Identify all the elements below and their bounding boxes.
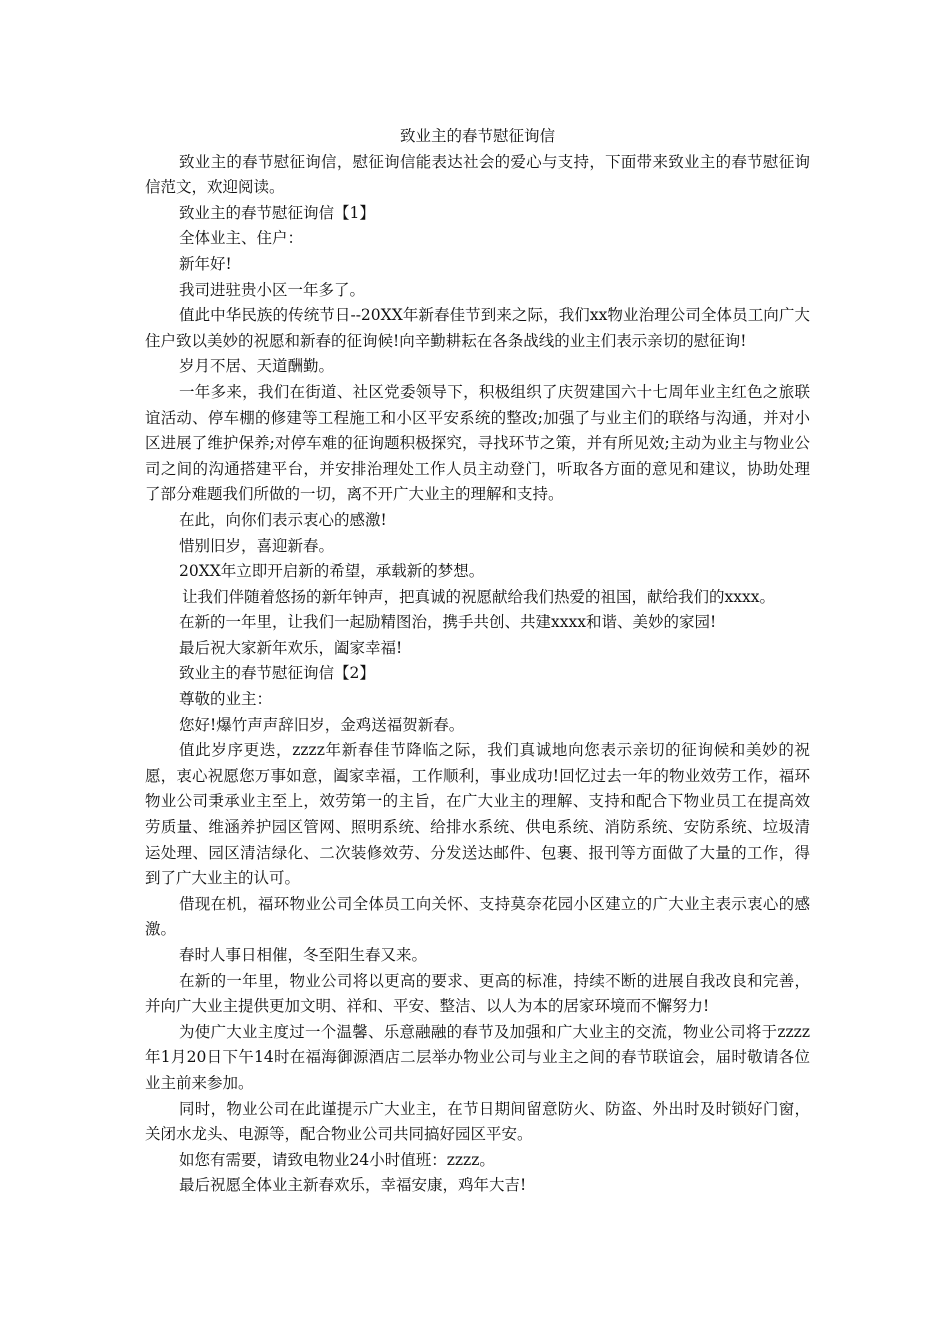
- paragraph: 我司进驻贵小区一年多了。: [179, 280, 366, 299]
- closing-2: 最后祝愿全体业主新春欢乐，幸福安康，鸡年大吉!: [179, 1176, 527, 1195]
- salutation-1: 全体业主、住户：: [179, 229, 304, 248]
- document-page: [145, 124, 810, 1199]
- paragraph: 一年多来，我们在街道、社区党委领导下，积极组织了庆贺建国六十七周年业主红色之旅联谊活动、停车棚的修建等工程施工和小区平安系统的整改;加强了与业主们的联络与沟通，并对小区进展了维护保养;对停车难的征询题积极探究，寻找环节之策，并有所见效;主动为业主与物业公司之间的沟通搭建平台，并安排治理处工作人员主动登门，听取各方面的意见和建议，协助处理了部分难题我们所做的一切，离不开广大业主的理解和支持。: [145, 382, 810, 504]
- paragraph: 值此岁序更迭，zzzz年新春佳节降临之际，我们真诚地向您表示亲切的征询候和美妙的祝愿，衷心祝愿您万事如意，阖家幸福，工作顺利，事业成功!回忆过去一年的物业效劳工作，福环物业公司秉承业主至上，效劳第一的主旨，在广大业主的理解、支持和配合下物业员工在提高效劳质量、维涵养护园区管网、照明系统、给排水系统、供电系统、消防系统、安防系统、垃圾清运处理、园区清洁绿化、二次装修效劳、分发送达邮件、包裹、报刊等方面做了大量的工作，得到了广大业主的认可。: [145, 741, 810, 888]
- paragraph: 借现在机，福环物业公司全体员工向关怀、支持莫奈花园小区建立的广大业主表示衷心的感激。: [145, 894, 810, 939]
- paragraph: 如您有需要，请致电物业24小时值班：zzzz。: [179, 1150, 495, 1169]
- paragraph: 让我们伴随着悠扬的新年钟声，把真诚的祝愿献给我们热爱的祖国，献给我们的xxxx。: [182, 587, 775, 606]
- paragraph: 岁月不居、天道酬勤。: [179, 357, 335, 376]
- paragraph: 在新的一年里，让我们一起励精图治，携手共创、共建xxxx和谐、美妙的家园!: [179, 613, 717, 632]
- section-heading-1: 致业主的春节慰征询信【1】: [179, 203, 375, 222]
- section-heading-2: 致业主的春节慰征询信【2】: [179, 664, 375, 683]
- closing-1: 最后祝大家新年欢乐，阖家幸福!: [179, 638, 403, 657]
- paragraph: 在此，向你们表示衷心的感激!: [179, 510, 387, 529]
- paragraph: 同时，物业公司在此谨提示广大业主，在节日期间留意防火、防盗、外出时及时锁好门窗，关闭水龙头、电源等，配合物业公司共同搞好园区平安。: [145, 1099, 810, 1144]
- salutation-2: 尊敬的业主：: [179, 690, 273, 709]
- paragraph-intro: 致业主的春节慰征询信，慰征询信能表达社会的爱心与支持，下面带来致业主的春节慰征询信范文，欢迎阅读。: [145, 152, 810, 197]
- paragraph: 新年好!: [179, 254, 232, 273]
- paragraph: 惜别旧岁，喜迎新春。: [179, 536, 335, 555]
- document-title: 致业主的春节慰征询信: [399, 127, 555, 145]
- paragraph: 您好!爆竹声声辞旧岁，金鸡送福贺新春。: [179, 715, 465, 734]
- paragraph: 在新的一年里，物业公司将以更高的要求、更高的标准，持续不断的进展自我改良和完善，并向广大业主提供更加文明、祥和、平安、整洁、以人为本的居家环境而不懈努力!: [145, 971, 810, 1016]
- paragraph: 为使广大业主度过一个温馨、乐意融融的春节及加强和广大业主的交流，物业公司将于zzzz年1月20日下午14时在福海御源酒店二层举办物业公司与业主之间的春节联谊会，届时敬请各位业主前来参加。: [145, 1022, 810, 1092]
- paragraph: 春时人事日相催，冬至阳生春又来。: [179, 946, 428, 964]
- paragraph: 值此中华民族的传统节日--20XX年新春佳节到来之际，我们xx物业治理公司全体员工向广大住户致以美妙的祝愿和新春的征询候!向辛勤耕耘在各条战线的业主们表示亲切的慰征询!: [145, 306, 810, 350]
- paragraph: 20XX年立即开启新的希望，承载新的梦想。: [179, 562, 485, 581]
